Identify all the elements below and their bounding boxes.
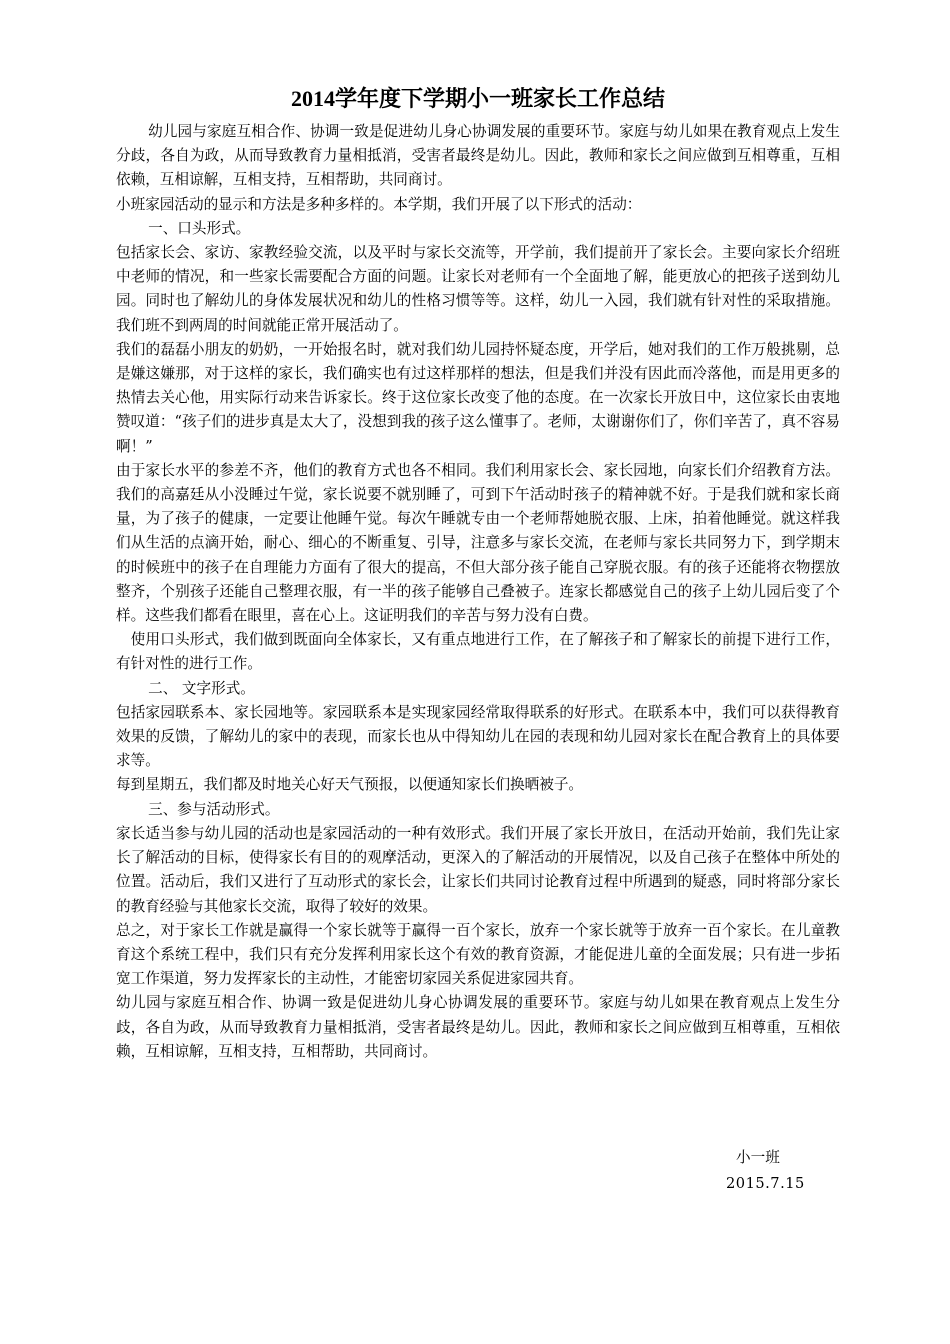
oral-paragraph-1: 包括家长会、家访、家教经验交流，以及平时与家长交流等，开学前，我们提前开了家长会。主要向家长介绍班中老师的情况，和一些家长需要配合方面的问题。让家长对老师有一个全面地了解，能更放心的把孩子送到幼儿园。同时也了解幼儿的身体发展状况和幼儿的性格习惯等等。这样，幼儿一入园，我们就有针对性的采取措施。我们班不到两周的时间就能正常开展活动了。 [116, 244, 840, 334]
intro-paragraph: 幼儿园与家庭互相合作、协调一致是促进幼儿身心协调发展的重要环节。家庭与幼儿如果在教育观点上发生分歧，各自为政，从而导致教育力量相抵消，受害者最终是幼儿。因此，教师和家长之间应做到互相尊重，互相依赖，互相谅解，互相支持，互相帮助，共同商讨。 [116, 123, 840, 189]
written-paragraph-2: 每到星期五，我们都及时地关心好天气预报，以便通知家长们换晒被子。 [116, 776, 584, 794]
conclusion-paragraph: 总之，对于家长工作就是赢得一个家长就等于赢得一百个家长，放弃一个家长就等于放弃一百个家长。在儿童教育这个系统工程中，我们只有充分发挥利用家长这个有效的教育资源，才能促进儿童的全面发展；只有进一步拓宽工作渠道，努力发挥家长的主动性，才能密切家园关系促进家园共育。 [116, 921, 840, 988]
participation-paragraph: 家长适当参与幼儿园的活动也是家园活动的一种有效形式。我们开展了家长开放日，在活动开始前，我们先让家长了解活动的目标，使得家长有目的的观摩活动，更深入的了解活动的开展情况，以及自己孩子在整体中所处的位置。活动后，我们又进行了互动形式的家长会，让家长们共同讨论教育过程中所遇到的疑惑，同时将部分家长的教育经验与其他家长交流，取得了较好的效果。 [116, 824, 840, 915]
section-heading-participation: 三、参与活动形式。 [148, 800, 280, 818]
oral-paragraph-3: 由于家长水平的参差不齐，他们的教育方式也各不相同。我们利用家长会、家长园地，向家长们介绍教育方法。我们的高嘉廷从小没睡过午觉，家长说要不就别睡了，可到下午活动时孩子的精神就不好。于是我们就和家长商量，为了孩子的健康，一定要让他睡午觉。每次午睡就专由一个老师帮她脱衣服、上床，拍着他睡觉。就这样我们从生活的点滴开始，耐心、细心的不断重复、引导，注意多与家长交流，在老师与家长共同努力下，到学期末的时候班中的孩子在自理能力方面有了很大的提高，不但大部分孩子能自己穿脱衣服。有的孩子还能将衣物摆放整齐，个别孩子还能自己整理衣服，有一半的孩子能够自己叠被子。连家长都感觉自己的孩子上幼儿园后变了个样。这些我们都看在眼里，喜在心上。这证明我们的辛苦与努力没有白费。 [116, 461, 840, 625]
document-body [116, 84, 840, 1064]
oral-paragraph-2: 我们的磊磊小朋友的奶奶，一开始报名时，就对我们幼儿园持怀疑态度，开学后，她对我们的工作万般挑剔，总是嫌这嫌那，对于这样的家长，我们确实也有过这样那样的想法，但是我们并没有因此而冷落他，而是用更多的热情去关心他，用实际行动来告诉家长。终于这位家长改变了他的态度。在一次家长开放日中，这位家长由衷地赞叹道：“孩子们的进步真是太大了，没想到我的孩子这么懂事了。老师，太谢谢你们了，你们辛苦了，真不容易啊！” [116, 340, 840, 455]
written-paragraph-1: 包括家园联系本、家长园地等。家园联系本是实现家园经常取得联系的好形式。在联系本中，我们可以获得教育效果的反馈，了解幼儿的家中的表现，而家长也从中得知幼儿在园的表现和幼儿园对家长在配合教育上的具体要求等。 [116, 703, 840, 770]
section-heading-written: 二、 文字形式。 [148, 679, 255, 697]
signature-date: 2015.7.15 [726, 1175, 805, 1192]
section-heading-oral: 一、口头形式。 [148, 219, 251, 237]
document-title: 2014学年度下学期小一班家长工作总结 [290, 86, 665, 111]
signature-class: 小一班 [736, 1149, 780, 1166]
activities-intro: 小班家园活动的显示和方法是多种多样的。本学期，我们开展了以下形式的活动： [116, 195, 642, 213]
oral-summary: 使用口头形式，我们做到既面向全体家长，又有重点地进行工作，在了解孩子和了解家长的前提下进行工作，有针对性的进行工作。 [116, 631, 840, 673]
closing-paragraph: 幼儿园与家庭互相合作、协调一致是促进幼儿身心协调发展的重要环节。家庭与幼儿如果在教育观点上发生分歧，各自为政，从而导致教育力量相抵消，受害者最终是幼儿。因此，教师和家长之间应做到互相尊重，互相依赖，互相谅解，互相支持，互相帮助，共同商讨。 [116, 994, 840, 1060]
